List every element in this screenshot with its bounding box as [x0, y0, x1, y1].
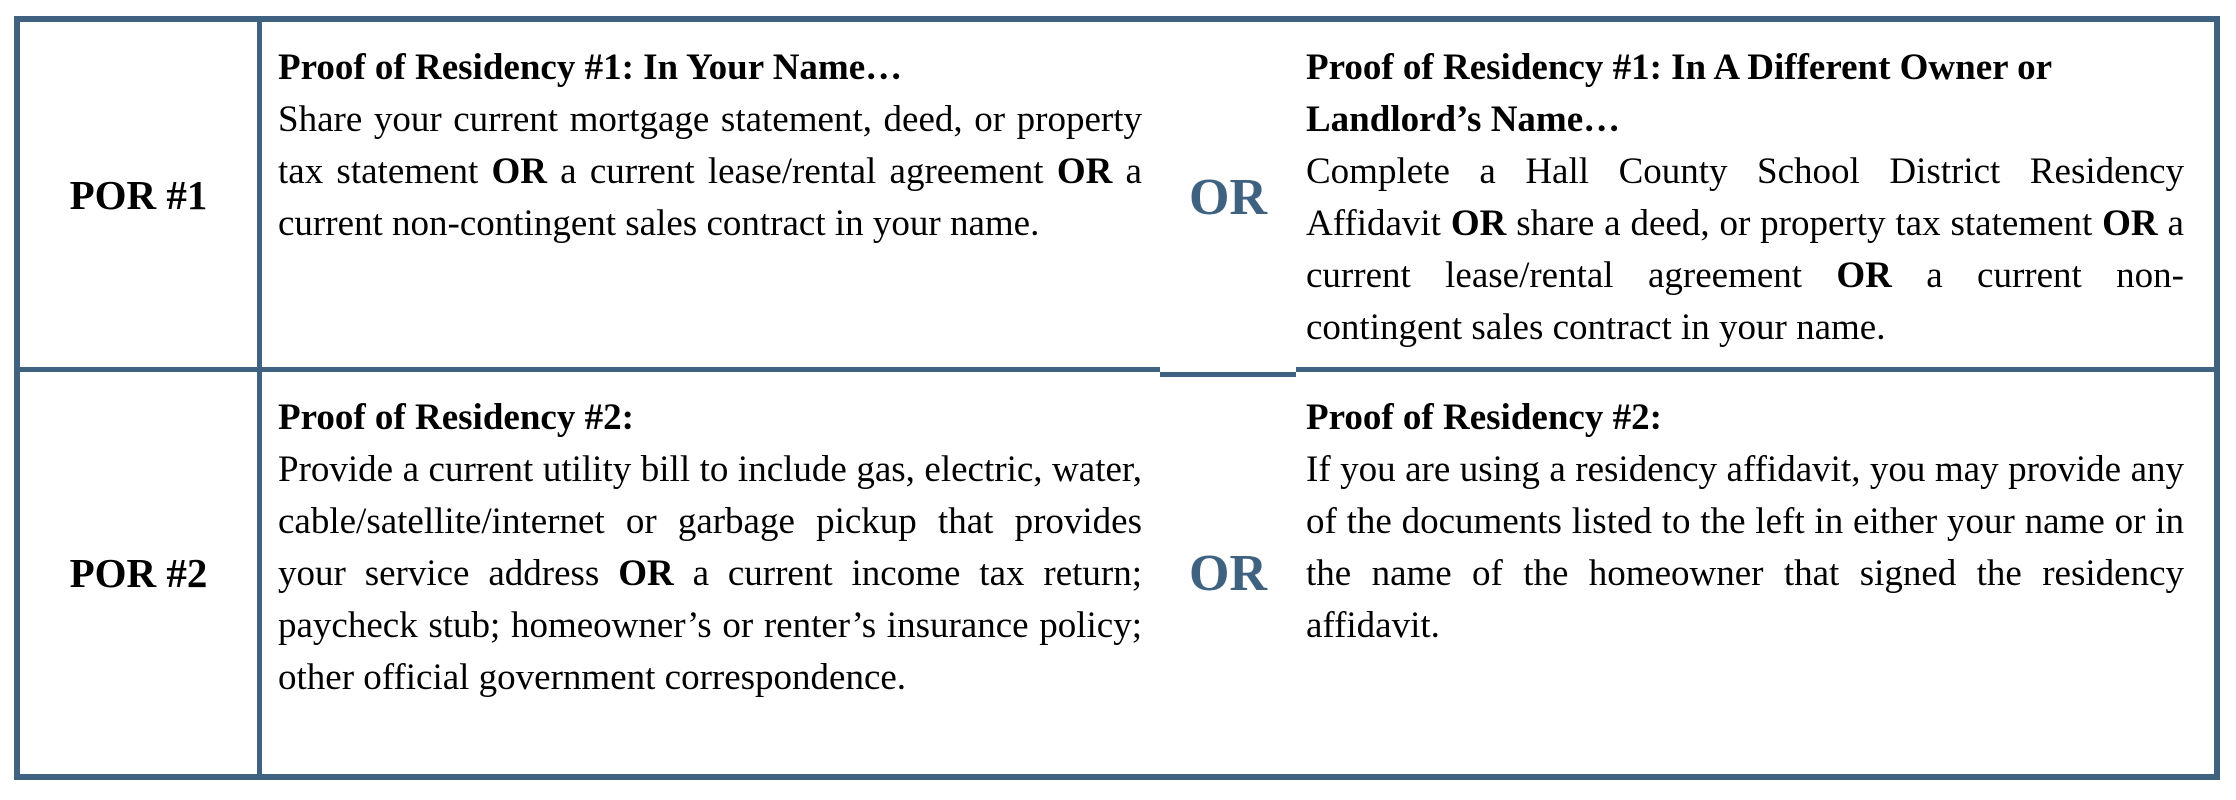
body-text-run: Provide a current utility bill to include gas, electric, water, cable/satellite/internet or garbage pickup that provides your service address	[278, 449, 1142, 594]
por-2-affidavit-heading: Proof of Residency #2:	[1306, 397, 1662, 438]
or-keyword: OR	[1836, 255, 1892, 296]
body-text-run: a current non-contingent sales contract in your name.	[1306, 255, 2184, 348]
body-text-run: a current income tax return; paycheck stub; homeowner’s or renter’s insurance policy; other official government correspondence.	[278, 553, 1142, 698]
or-keyword: OR	[491, 151, 547, 192]
body-text-run: Complete a Hall County School District Residency Affidavit	[1306, 151, 2184, 244]
por-1-own-name-body	[278, 99, 1142, 244]
or-keyword: OR	[2102, 203, 2158, 244]
por-1-different-owner-body	[1306, 151, 2184, 348]
por-1-own-name-cell	[262, 22, 1160, 372]
row-label-por-1: POR #1	[20, 22, 262, 372]
residency-requirements-table	[14, 16, 2220, 780]
row-label-por-2: POR #2	[20, 372, 262, 774]
por-1-own-name-heading: Proof of Residency #1: In Your Name…	[278, 47, 903, 88]
or-keyword: OR	[618, 553, 674, 594]
por-2-utility-cell	[262, 372, 1160, 774]
or-divider-row-2: OR	[1189, 544, 1267, 602]
por-1-different-owner-cell	[1296, 22, 2214, 372]
body-text-run: a current lease/rental agreement	[546, 151, 1057, 192]
or-divider-row-1: OR	[1160, 22, 1296, 372]
por-2-affidavit-cell	[1296, 372, 2214, 774]
or-keyword: OR	[1056, 151, 1113, 192]
body-text-run: share a deed, or property tax statement	[1506, 203, 2103, 244]
por-2-utility-heading: Proof of Residency #2:	[278, 397, 634, 438]
or-keyword: OR	[1450, 203, 1507, 244]
body-text-run: a current lease/rental agreement	[1306, 203, 2184, 296]
por-1-different-owner-heading: Proof of Residency #1: In A Different Owner or Landlord’s Name…	[1306, 47, 2052, 140]
body-text-run: Share your current mortgage statement, deed, or property tax statement	[278, 99, 1142, 192]
por-2-utility-body	[278, 449, 1142, 698]
por-2-affidavit-body	[1306, 449, 2184, 646]
body-text-run: If you are using a residency affidavit, you may provide any of the documents listed to the left in either your name or in the name of the homeowner that signed the residency affidavit.	[1306, 449, 2184, 646]
body-text-run: a current non-contingent sales contract in your name.	[278, 151, 1142, 244]
